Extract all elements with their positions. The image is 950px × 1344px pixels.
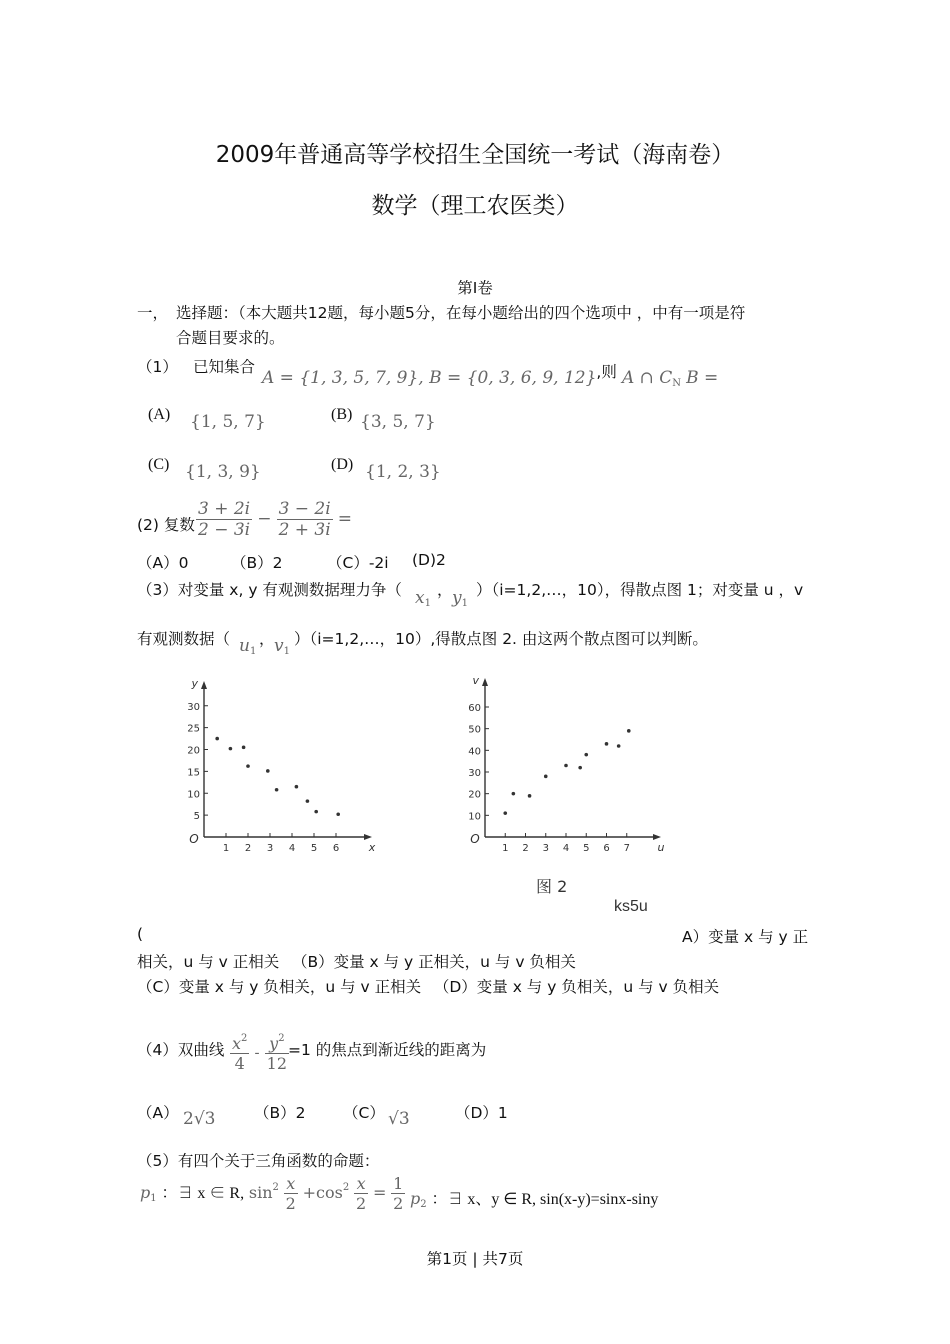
plot2-x-label: u xyxy=(657,841,665,854)
q1-expr: A ∩ C xyxy=(621,368,673,388)
figure-2-caption: 图 2 xyxy=(536,877,568,896)
q3-y-var: y xyxy=(452,588,462,608)
q4-prefix: （4）双曲线 xyxy=(137,1041,225,1059)
plot2-x-tick-label: 6 xyxy=(603,843,610,854)
q3-v-sub: 1 xyxy=(283,646,290,657)
q5-half1-num: x xyxy=(284,1174,298,1194)
q1-expr-end: B = xyxy=(686,368,719,388)
plot1-y-tick-label: 10 xyxy=(187,789,200,801)
q2-equals: = xyxy=(337,509,353,529)
q5-result-fraction xyxy=(391,1174,405,1213)
q3-option-c-d: （C）变量 x 与 y 负相关，u 与 v 正相关 （D）变量 x 与 y 负相关，u 与 v 负相关 xyxy=(137,978,720,996)
plot2-data-point xyxy=(503,811,507,815)
plot2-x-tick-label: 4 xyxy=(562,843,570,854)
plot2-y-tick-label: 20 xyxy=(468,789,481,801)
plot2-data-point xyxy=(512,792,516,796)
q4-option-c-label: （C） xyxy=(343,1104,385,1122)
plot1-data-point xyxy=(314,810,318,814)
q2-frac1-den: 2 − 3i xyxy=(198,520,251,540)
q5-p2-sub: 2 xyxy=(420,1199,427,1210)
q1-set-b: , B = {0, 3, 6, 9, 12} xyxy=(418,368,597,388)
q4-option-b: （B）2 xyxy=(254,1104,306,1122)
q1-then: ,则 xyxy=(596,363,617,381)
q4-fraction-2 xyxy=(265,1033,289,1073)
q5-p1-text: ：∃ x ∈ R, xyxy=(161,1185,245,1202)
q2-minus: − xyxy=(257,509,272,529)
plot2-data-point xyxy=(627,729,631,733)
plot1-data-point xyxy=(295,785,299,789)
plot1-data-point xyxy=(336,812,340,816)
q4-frac2-num xyxy=(265,1033,289,1054)
q2-prefix: (2) 复数 xyxy=(137,516,195,534)
plot1-y-label: y xyxy=(191,677,198,690)
q4-y-sup: 2 xyxy=(278,1033,285,1044)
q5-half-fraction-1 xyxy=(284,1174,298,1213)
plot1-y-tick-label: 15 xyxy=(187,767,200,779)
plot2-y-tick-label: 30 xyxy=(468,768,481,779)
plot1-x-label: x xyxy=(368,841,376,854)
q3-v1 xyxy=(274,636,290,657)
q5-cos-sup: 2 xyxy=(342,1182,350,1193)
q1-expr-sub: N xyxy=(672,378,682,389)
q5-p1-sub: 1 xyxy=(150,1193,157,1204)
q3-option-a: A）变量 x 与 y 正 xyxy=(682,928,809,946)
q5-stem: （5）有四个关于三角函数的命题： xyxy=(137,1152,380,1170)
plot1-x-tick-label: 5 xyxy=(310,843,318,854)
q4-frac2-den: 12 xyxy=(266,1054,288,1073)
q5-proposition-p2 xyxy=(410,1186,658,1210)
q5-half2-num: x xyxy=(354,1174,368,1194)
q3-u-sub: 1 xyxy=(249,646,257,657)
plot2-y-tick-label: 10 xyxy=(468,811,481,823)
plot1-y-tick-label: 30 xyxy=(187,701,200,713)
plot2-data-point xyxy=(617,744,621,748)
q1-option-d-value: {1, 2, 3} xyxy=(365,462,441,482)
q1-option-a-label: (A) xyxy=(148,406,171,423)
q2-frac1-num: 3 + 2i xyxy=(198,499,251,519)
q1-option-a-value: {1, 5, 7} xyxy=(190,412,266,432)
section-heading: 选择题：（本大题共12题，每小题5分，在每小题给出的四个选项中 ，中有一项是符 xyxy=(176,304,746,322)
q5-sin-sup: 2 xyxy=(272,1182,279,1193)
q4-x: x xyxy=(232,1034,242,1053)
plot2-y-arrow xyxy=(482,678,488,686)
q5-sin: sin xyxy=(248,1183,273,1202)
page-title: 2009年普通高等学校招生全国统一考试（海南卷） xyxy=(215,142,735,168)
q4-suffix: =1 的焦点到渐近线的距离为 xyxy=(288,1041,487,1059)
q5-equals: = xyxy=(372,1183,387,1202)
q4-frac1-den: 4 xyxy=(234,1054,245,1073)
q3-x-sub: 1 xyxy=(424,598,431,609)
plot1-data-point xyxy=(275,788,279,792)
q5-p1-symbol: p xyxy=(140,1183,151,1202)
q2-expression xyxy=(196,499,352,540)
section-heading-cont: 合题目要求的。 xyxy=(176,329,285,347)
page-footer: 第1页 | 共7页 xyxy=(426,1250,524,1268)
plot2-data-point xyxy=(605,742,609,746)
q4-minus: - xyxy=(254,1043,260,1062)
plot1-x-tick-label: 2 xyxy=(244,843,252,854)
q1-math xyxy=(262,360,718,389)
q1-number: （1） xyxy=(137,358,178,376)
plot1-origin-label: O xyxy=(189,832,199,846)
q4-option-a-value: 2√3 xyxy=(183,1109,216,1129)
q1-option-b-value: {3, 5, 7} xyxy=(360,412,436,432)
plot2-x-tick-label: 3 xyxy=(542,843,549,854)
q5-p2-text: ：∃ x、y ∈ R, sin(x-y)=sinx-siny xyxy=(431,1191,659,1208)
q2-option-d: (D)2 xyxy=(412,551,446,569)
plot1-x-tick-label: 1 xyxy=(222,843,230,854)
q3-sep2: ， xyxy=(259,630,275,648)
q2-frac2-num: 3 − 2i xyxy=(278,499,331,519)
plot2-data-point xyxy=(528,794,532,798)
q1-stem: 已知集合 xyxy=(193,358,256,376)
plot1-data-point xyxy=(242,746,246,750)
q3-u-var: u xyxy=(239,636,250,656)
q3-sep1: ， xyxy=(437,581,453,599)
plot2-data-point xyxy=(584,753,588,757)
q3-option-open-paren: ( xyxy=(137,925,144,943)
q3-option-a-b: 相关，u 与 v 正相关 （B）变量 x 与 y 正相关，u 与 v 负相关 xyxy=(137,953,576,971)
q3-line1-start: （3）对变量 x, y 有观测数据理力争（ xyxy=(137,581,402,599)
plot2-x-tick-label: 7 xyxy=(623,843,630,854)
q3-line2-end: ）（i=1,2,…，10）,得散点图 2. 由这两个散点图可以判断。 xyxy=(294,630,708,648)
q4-y: y xyxy=(269,1034,279,1053)
q5-result-den: 2 xyxy=(393,1194,404,1213)
q5-cos: +cos xyxy=(302,1183,343,1202)
plot1-data-point xyxy=(266,769,270,773)
plot1-x-tick-label: 3 xyxy=(266,843,274,854)
q1-option-d-label: (D) xyxy=(331,456,354,473)
q1-set-a: A = {1, 3, 5, 7, 9} xyxy=(262,368,419,388)
q4-option-d: （D）1 xyxy=(455,1104,508,1122)
plot1-y-tick-label: 25 xyxy=(187,723,200,735)
q2-frac2-den: 2 + 3i xyxy=(278,520,331,540)
q3-line1-end: ）（i=1,2,…，10），得散点图 1；对变量 u ，v xyxy=(476,581,804,599)
plot1-y-tick-label: 5 xyxy=(193,811,200,823)
q3-line2-start: 有观测数据（ xyxy=(137,630,231,648)
plot1-y-arrow xyxy=(201,681,207,689)
scatter-plot-1 xyxy=(180,677,376,855)
plot1-data-point xyxy=(246,764,250,768)
q4-x-sup: 2 xyxy=(241,1033,248,1044)
plot1-data-point xyxy=(306,799,310,803)
q2-fraction-2 xyxy=(277,499,333,540)
q1-option-c-value: {1, 3, 9} xyxy=(185,462,261,482)
q2-option-b: （B）2 xyxy=(231,554,283,572)
plot1-x-tick-label: 4 xyxy=(288,843,296,854)
q2-fraction-1 xyxy=(196,499,252,540)
plot1-y-tick-label: 20 xyxy=(187,745,200,757)
plot2-x-tick-label: 2 xyxy=(522,843,529,854)
q2-option-c: （C）-2i xyxy=(327,554,389,572)
q3-x-var: x xyxy=(415,588,425,608)
plot1-x-tick-label: 6 xyxy=(332,843,340,854)
q2-option-a: （A）0 xyxy=(137,554,189,572)
q5-p2-symbol: p xyxy=(410,1189,421,1208)
q3-v-var: v xyxy=(274,636,284,656)
q5-proposition-p1 xyxy=(140,1174,405,1213)
page-subtitle: 数学（理工农医类） xyxy=(371,193,579,219)
plot2-origin-label: O xyxy=(470,832,480,846)
plot2-data-point xyxy=(564,764,568,768)
plot2-data-point xyxy=(578,766,582,770)
section-number: 一， xyxy=(137,304,169,322)
plot1-x-arrow xyxy=(364,834,372,840)
plot2-x-arrow xyxy=(653,834,661,840)
plot2-y-tick-label: 50 xyxy=(468,724,481,736)
q5-half-fraction-2 xyxy=(354,1174,368,1213)
plot1-data-point xyxy=(215,737,219,741)
q3-y1 xyxy=(452,588,468,609)
scatter-plot-2 xyxy=(455,674,665,855)
plot2-data-point xyxy=(544,775,548,779)
q1-option-b-label: (B) xyxy=(331,406,353,423)
q4-option-a-label: （A） xyxy=(137,1104,179,1122)
q4-frac1-num xyxy=(230,1033,249,1054)
plot1-data-point xyxy=(229,747,233,751)
plot2-x-tick-label: 1 xyxy=(502,843,509,854)
plot2-y-label: v xyxy=(472,674,479,687)
q3-u1 xyxy=(239,636,256,657)
plot2-y-tick-label: 60 xyxy=(468,703,481,714)
q5-half2-den: 2 xyxy=(356,1194,367,1213)
watermark-text: ks5u xyxy=(614,898,648,915)
q5-half1-den: 2 xyxy=(285,1194,296,1213)
q4-option-c-value: √3 xyxy=(388,1109,410,1129)
q5-result-num: 1 xyxy=(393,1174,404,1193)
q1-option-c-label: (C) xyxy=(148,456,170,473)
volume-label: 第I卷 xyxy=(457,279,493,297)
plot2-x-tick-label: 5 xyxy=(583,843,590,854)
q3-y-sub: 1 xyxy=(461,598,468,609)
q3-x1 xyxy=(415,588,431,609)
plot2-y-tick-label: 40 xyxy=(468,746,481,758)
q4-expression xyxy=(230,1033,289,1073)
q4-fraction-1 xyxy=(230,1033,249,1073)
